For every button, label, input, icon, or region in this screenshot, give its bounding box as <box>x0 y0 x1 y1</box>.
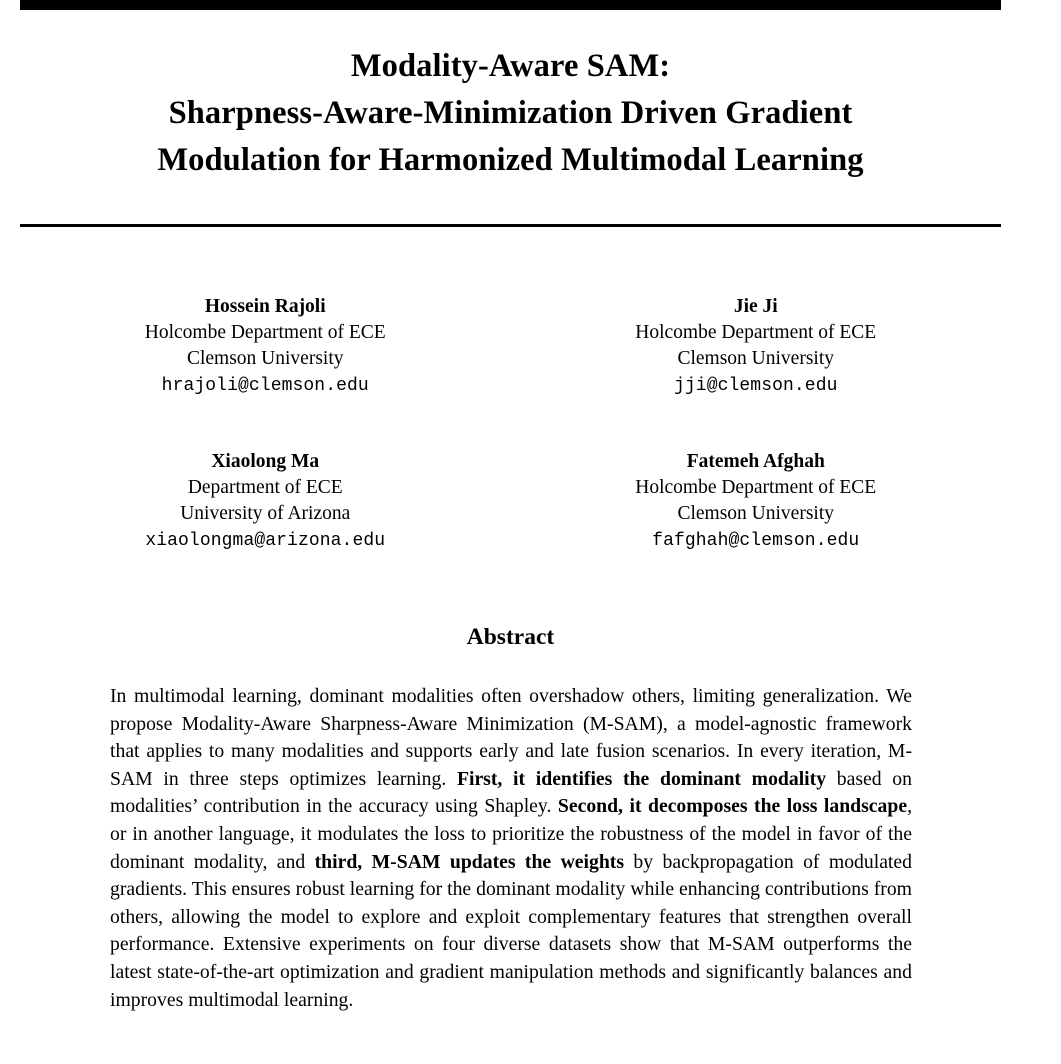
top-black-bar <box>20 0 1001 10</box>
title-line-3: Modulation for Harmonized Multimodal Learning <box>157 142 864 178</box>
author-department: Holcombe Department of ECE <box>144 322 386 343</box>
abstract-text: , or in another language, it modulates the loss to prioritize the robustness of the model in favor of the dominant modality, and <box>110 795 912 873</box>
author-row <box>20 293 1001 400</box>
author-institution: Clemson University <box>677 503 835 524</box>
author-block-4 <box>511 448 1002 555</box>
title-line-2: Sharpness-Aware-Minimization Driven Gradient <box>168 95 853 131</box>
abstract-text: by backpropagation of modulated gradients. This ensures robust learning for the dominant modality while enhancing contributions from others, allowing the model to explore and exploit complementary features that strengthen overall performance. Extensive experiments on four diverse datasets show that M-SAM outperforms the latest state-of-the-art optimization and gradient manipulation methods and significantly balances and improves multimodal learning. <box>110 850 912 1011</box>
author-name: Hossein Rajoli <box>204 296 326 317</box>
abstract-text: based on modalities’ contribution in the accuracy using Shapley. <box>110 767 912 818</box>
abstract-body <box>110 683 912 1014</box>
author-name: Fatemeh Afghah <box>686 451 825 472</box>
author-name: Xiaolong Ma <box>211 451 320 472</box>
author-email[interactable]: hrajoli@clemson.edu <box>161 376 369 396</box>
abstract-emphasis: third, M-SAM updates the weights <box>314 850 625 873</box>
author-list <box>20 293 1001 555</box>
author-email[interactable]: fafghah@clemson.edu <box>652 531 860 551</box>
author-row <box>20 448 1001 555</box>
author-department: Holcombe Department of ECE <box>635 322 877 343</box>
author-institution: Clemson University <box>186 348 344 369</box>
paper-title <box>20 43 1001 184</box>
author-department: Holcombe Department of ECE <box>635 477 877 498</box>
author-email[interactable]: jji@clemson.edu <box>673 376 838 396</box>
author-block-3 <box>20 448 511 555</box>
abstract-heading: Abstract <box>466 624 555 650</box>
author-name: Jie Ji <box>733 296 778 317</box>
author-institution: Clemson University <box>677 348 835 369</box>
author-institution: University of Arizona <box>180 503 351 524</box>
author-block-2 <box>511 293 1002 400</box>
abstract-emphasis: Second, it decomposes the loss landscape <box>557 795 908 818</box>
abstract-emphasis: First, it identifies the dominant modality <box>456 767 827 790</box>
author-email[interactable]: xiaolongma@arizona.edu <box>145 531 386 551</box>
abstract-text: In multimodal learning, dominant modalities often overshadow others, limiting generalization. We propose Modality-Aware Sharpness-Aware Minimization (M-SAM), a model-agnostic framework that applies to many modalities and supports early and late fusion scenarios. In every iteration, M-SAM in three steps optimizes learning. <box>110 685 912 790</box>
title-line-1: Modality-Aware SAM: <box>350 48 671 84</box>
author-department: Department of ECE <box>187 477 343 498</box>
title-divider-rule <box>20 224 1001 227</box>
author-block-1 <box>20 293 511 400</box>
